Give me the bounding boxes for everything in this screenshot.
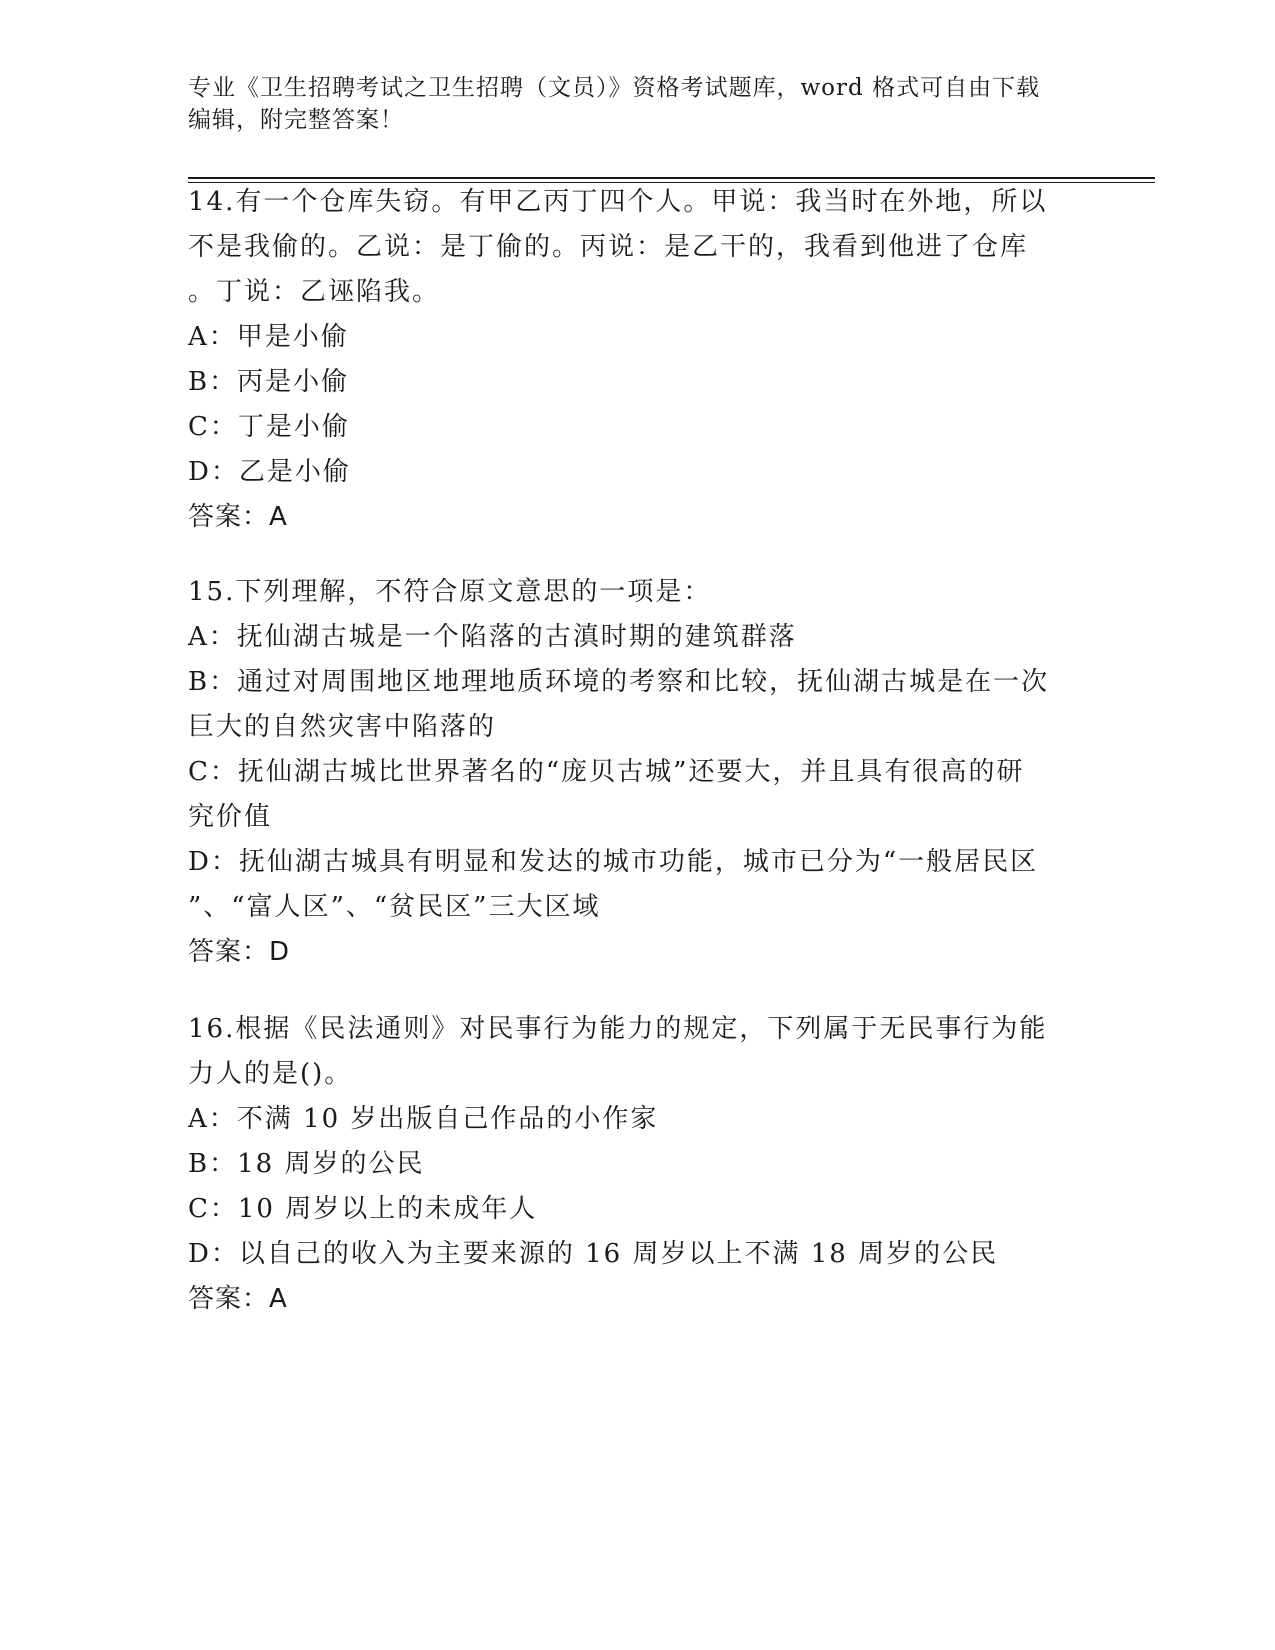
option-b: B：18 周岁的公民 (188, 1149, 425, 1179)
question-stem-line: 。丁说：乙诬陷我。 (188, 277, 441, 307)
option-c-continued: 究价值 (188, 802, 273, 832)
header-line-1: 专业《卫生招聘考试之卫生招聘（文员）》资格考试题库，word 格式可自由下载 (188, 75, 1041, 101)
question-14 (188, 180, 1068, 540)
question-stem-line: 15.下列理解，不符合原文意思的一项是： (188, 577, 712, 607)
option-c: C：丁是小偷 (188, 412, 350, 442)
answer-line: 答案：D (188, 937, 291, 967)
answer-line: 答案：A (188, 502, 288, 532)
page-header (188, 72, 1068, 136)
option-b-continued: 巨大的自然灾害中陷落的 (188, 712, 497, 742)
header-divider (188, 177, 1155, 179)
option-a: A：抚仙湖古城是一个陷落的古滇时期的建筑群落 (188, 622, 797, 652)
answer-line: 答案：A (188, 1284, 288, 1314)
question-stem-line: 16.根据《民法通则》对民事行为能力的规定，下列属于无民事行为能 (188, 1014, 1048, 1044)
option-d: D：抚仙湖古城具有明显和发达的城市功能，城市已分为“一般居民区 (188, 847, 1039, 877)
header-line-2: 编辑，附完整答案！ (188, 107, 404, 133)
question-stem-line: 力人的是()。 (188, 1059, 353, 1089)
option-d-continued: ”、“富人区”、“贫民区”三大区域 (188, 892, 601, 922)
question-stem-line: 14.有一个仓库失窃。有甲乙丙丁四个人。甲说：我当时在外地，所以 (188, 187, 1048, 217)
option-a: A：甲是小偷 (188, 322, 349, 352)
option-b: B：丙是小偷 (188, 367, 350, 397)
option-c: C：抚仙湖古城比世界著名的“庞贝古城”还要大，并且具有很高的研 (188, 757, 1025, 787)
option-a: A：不满 10 岁出版自己作品的小作家 (188, 1104, 659, 1134)
question-16 (188, 1007, 1068, 1322)
question-15 (188, 570, 1068, 975)
option-d: D：以自己的收入为主要来源的 16 周岁以上不满 18 周岁的公民 (188, 1239, 999, 1269)
question-stem-line: 不是我偷的。乙说：是丁偷的。丙说：是乙干的，我看到他进了仓库 (188, 232, 1029, 262)
option-c: C：10 周岁以上的未成年人 (188, 1194, 538, 1224)
option-b: B：通过对周围地区地理地质环境的考察和比较，抚仙湖古城是在一次 (188, 667, 1050, 697)
option-d: D：乙是小偷 (188, 457, 351, 487)
